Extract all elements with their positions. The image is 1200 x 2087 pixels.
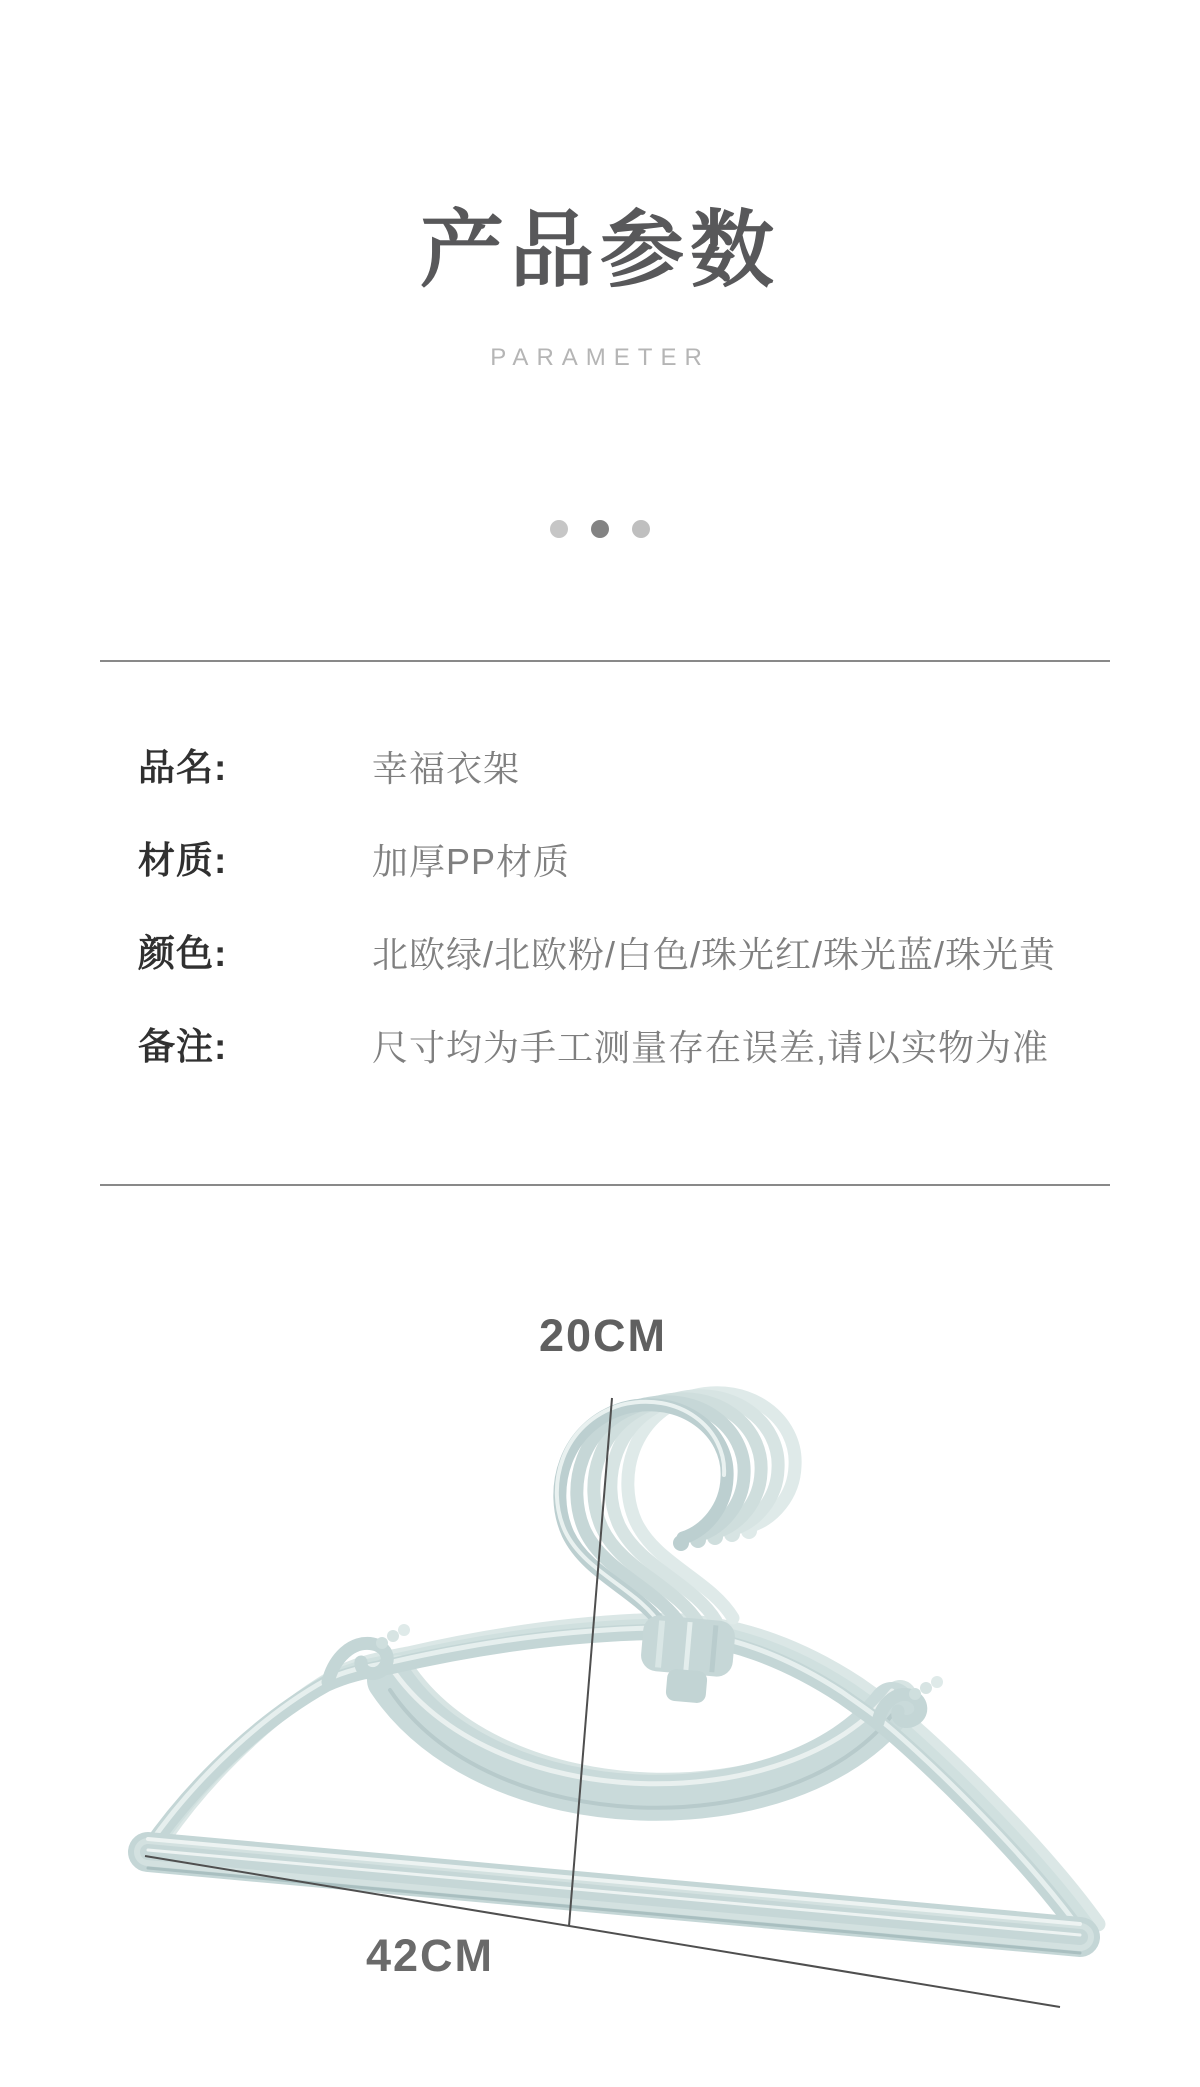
spec-value: 幸福衣架	[372, 748, 521, 789]
hanger-bottom-bar	[148, 1839, 1080, 1953]
width-dimension-label: 42CM	[366, 1930, 495, 1981]
spec-label: 品名:	[138, 747, 228, 788]
spec-row-material	[138, 841, 1148, 934]
decor-dots	[0, 520, 1200, 538]
product-image	[90, 1380, 1110, 2030]
spec-row-name	[138, 748, 1148, 841]
spec-row-color	[138, 934, 1148, 1027]
spec-label: 材质:	[138, 840, 228, 881]
divider-bottom	[100, 1184, 1110, 1186]
hanger-hook-stack	[557, 1393, 795, 1630]
page-title: 产品参数	[419, 203, 780, 297]
decor-dot	[591, 520, 609, 538]
spec-value: 尺寸均为手工测量存在误差,请以实物为准	[372, 1027, 1050, 1068]
spec-row-note	[138, 1027, 1148, 1120]
spec-label: 备注:	[138, 1026, 228, 1067]
decor-dot	[632, 520, 650, 538]
specs-table	[138, 748, 1148, 1120]
divider-top	[100, 660, 1110, 662]
decor-dot	[550, 520, 568, 538]
spec-value: 加厚PP材质	[372, 841, 571, 882]
height-dimension-label: 20CM	[538, 1310, 668, 1361]
swivel-joint	[637, 1614, 736, 1706]
spec-value: 北欧绿/北欧粉/白色/珠光红/珠光蓝/珠光黄	[372, 934, 1057, 975]
page-subtitle: PARAMETER	[490, 344, 710, 371]
spec-label: 颜色:	[138, 933, 228, 974]
